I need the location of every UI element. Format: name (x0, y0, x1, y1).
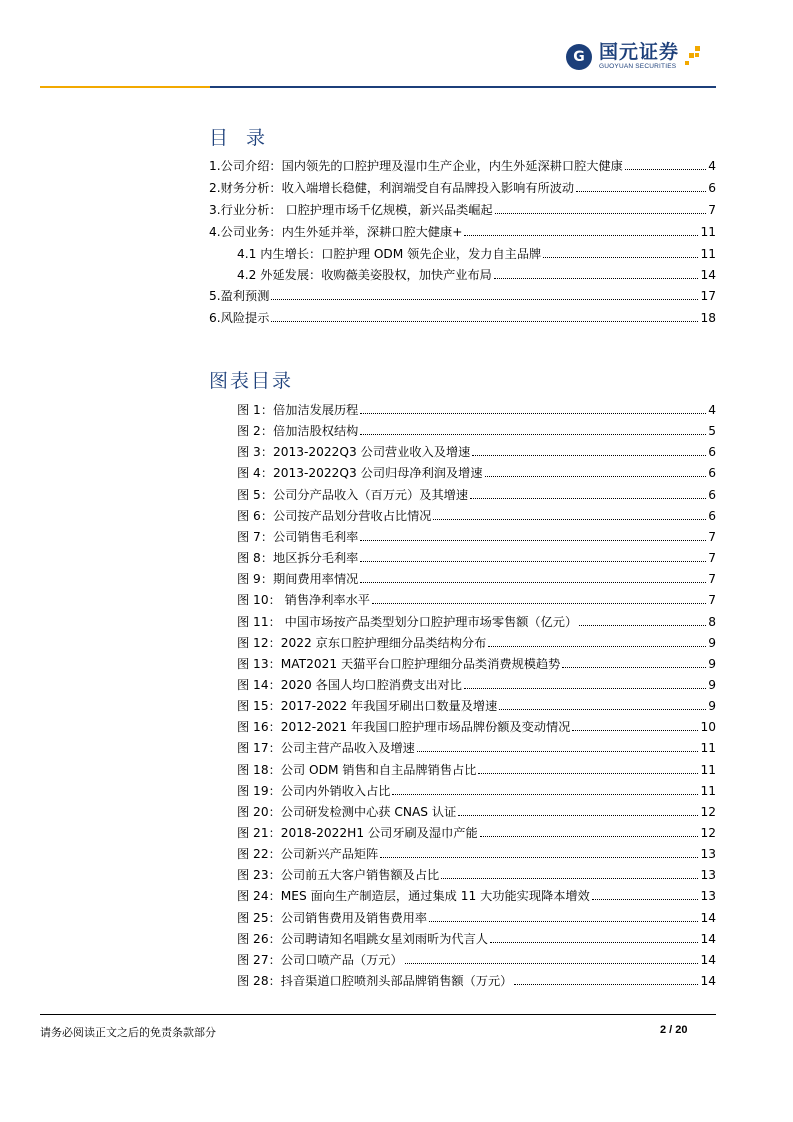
figure-leader-dots (472, 454, 706, 456)
figure-entry-page: 11 (700, 763, 716, 777)
figure-entry[interactable] (237, 846, 716, 862)
figure-entry[interactable] (237, 762, 716, 778)
figure-entry-page: 6 (708, 509, 716, 523)
figure-leader-dots (417, 750, 699, 752)
figure-entry-page: 14 (700, 974, 716, 988)
figure-entry-label: 图 5：公司分产品收入（百万元）及其增速 (237, 488, 469, 502)
toc-entry-page: 4 (708, 159, 716, 173)
figure-entry-page: 13 (700, 847, 716, 861)
figure-list-title: 图表目录 (209, 370, 294, 392)
figure-entry[interactable] (237, 487, 716, 503)
figure-entry-label: 图 23：公司前五大客户销售额及占比 (237, 868, 440, 882)
figure-entry-label: 图 8：地区拆分毛利率 (237, 551, 359, 565)
figure-entry-page: 13 (700, 889, 716, 903)
logo-name: 国元证券 (599, 41, 680, 63)
toc-entry-label: 4.公司业务：内生外延并举，深耕口腔大健康+ (209, 225, 463, 239)
figure-leader-dots (478, 772, 698, 774)
figure-leader-dots (360, 539, 706, 541)
figure-entry[interactable] (237, 910, 716, 926)
figure-leader-dots (405, 962, 699, 964)
figure-leader-dots (562, 666, 706, 668)
figure-entry[interactable] (237, 804, 716, 820)
toc-leader-dots (576, 190, 706, 192)
figure-entry[interactable] (237, 550, 716, 566)
figure-leader-dots (360, 433, 706, 435)
figure-entry[interactable] (237, 592, 716, 608)
header-divider-accent (40, 86, 210, 88)
figure-entry-label: 图 6：公司按产品划分营收占比情况 (237, 509, 432, 523)
toc-leader-dots (464, 234, 698, 236)
figure-entry-page: 9 (708, 636, 716, 650)
toc-leader-dots (543, 256, 698, 258)
figure-entry-page: 7 (708, 593, 716, 607)
toc-entry-page: 7 (708, 203, 716, 217)
figure-entry-label: 图 7：公司销售毛利率 (237, 530, 359, 544)
figure-entry[interactable] (237, 825, 716, 841)
figure-entry-page: 7 (708, 572, 716, 586)
figure-leader-dots (499, 708, 706, 710)
toc-entry[interactable] (209, 202, 716, 218)
figure-entry-label: 图 22：公司新兴产品矩阵 (237, 847, 379, 861)
figure-leader-dots (372, 602, 706, 604)
figure-leader-dots (592, 898, 699, 900)
figure-entry[interactable] (237, 635, 716, 651)
figure-entry-page: 12 (700, 826, 716, 840)
toc-entry-label: 4.1 内生增长：口腔护理 ODM 领先企业，发力自主品牌 (237, 247, 542, 261)
figure-leader-dots (458, 814, 698, 816)
figure-entry-page: 14 (700, 932, 716, 946)
figure-entry[interactable] (237, 571, 716, 587)
figure-entry-page: 5 (708, 424, 716, 438)
toc-entry-page: 11 (700, 247, 716, 261)
toc-entry[interactable] (209, 180, 716, 196)
figure-entry[interactable] (237, 931, 716, 947)
figure-entry-page: 4 (708, 403, 716, 417)
figure-entry-page: 9 (708, 699, 716, 713)
figure-leader-dots (490, 941, 699, 943)
figure-entry[interactable] (237, 867, 716, 883)
figure-entry[interactable] (237, 740, 716, 756)
logo-squares-icon (685, 44, 701, 70)
figure-entry-label: 图 12：2022 京东口腔护理细分品类结构分布 (237, 636, 487, 650)
toc-entry[interactable] (209, 310, 716, 326)
toc-leader-dots (494, 277, 699, 279)
figure-entry[interactable] (237, 952, 716, 968)
figure-leader-dots (360, 560, 706, 562)
figure-entry-label: 图 19：公司内外销收入占比 (237, 784, 391, 798)
figure-entry-page: 14 (700, 953, 716, 967)
toc-entry-label: 2.财务分析：收入端增长稳健，利润端受自有品牌投入影响有所波动 (209, 181, 575, 195)
figure-entry-page: 12 (700, 805, 716, 819)
figure-entry[interactable] (237, 465, 716, 481)
figure-leader-dots (429, 920, 698, 922)
figure-entry-page: 9 (708, 678, 716, 692)
toc-leader-dots (271, 320, 698, 322)
figure-entry[interactable] (237, 719, 716, 735)
figure-leader-dots (380, 856, 698, 858)
figure-leader-dots (360, 581, 706, 583)
figure-leader-dots (488, 645, 706, 647)
figure-entry-page: 6 (708, 466, 716, 480)
toc-entry-label: 6.风险提示 (209, 311, 270, 325)
figure-entry[interactable] (237, 444, 716, 460)
figure-entry-label: 图 14：2020 各国人均口腔消费支出对比 (237, 678, 462, 692)
toc-entry-label: 1.公司介绍：国内领先的口腔护理及湿巾生产企业，内生外延深耕口腔大健康 (209, 159, 623, 173)
figure-entry-label: 图 26：公司聘请知名唱跳女星刘雨昕为代言人 (237, 932, 488, 946)
figure-entry-page: 13 (700, 868, 716, 882)
toc-entry-page: 17 (700, 289, 716, 303)
figure-entry-label: 图 10： 销售净利率水平 (237, 593, 370, 607)
toc-leader-dots (625, 168, 706, 170)
figure-entry[interactable] (237, 656, 716, 672)
figure-entry[interactable] (237, 783, 716, 799)
figure-leader-dots (464, 687, 706, 689)
figure-entry-label: 图 28：抖音渠道口腔喷剂头部品牌销售额（万元） (237, 974, 513, 988)
figure-entry-label: 图 13：MAT2021 天猫平台口腔护理细分品类消费规模趋势 (237, 657, 561, 671)
footer-divider (40, 1014, 716, 1015)
figure-leader-dots (572, 729, 698, 731)
figure-entry-page: 14 (700, 911, 716, 925)
figure-entry-label: 图 3：2013-2022Q3 公司营业收入及增速 (237, 445, 471, 459)
figure-entry[interactable] (237, 973, 716, 989)
figure-leader-dots (485, 475, 707, 477)
page-indicator: 2 / 20 (660, 1024, 688, 1036)
toc-entry-label: 4.2 外延发展：收购薇美姿股权，加快产业布局 (237, 268, 492, 282)
toc-leader-dots (271, 298, 698, 300)
toc-title: 目 录 (209, 127, 272, 149)
figure-entry-page: 7 (708, 530, 716, 544)
toc-entry-label: 5.盈利预测 (209, 289, 270, 303)
figure-entry-label: 图 16：2012-2021 年我国口腔护理市场品牌份额及变动情况 (237, 720, 571, 734)
toc-leader-dots (495, 212, 707, 214)
figure-entry-page: 11 (700, 741, 716, 755)
toc-entry[interactable] (209, 158, 716, 174)
figure-entry[interactable] (237, 888, 716, 904)
figure-leader-dots (441, 877, 698, 879)
disclaimer-note: 请务必阅读正文之后的免责条款部分 (40, 1026, 216, 1039)
figure-entry-page: 6 (708, 488, 716, 502)
figure-entry-label: 图 2：倍加洁股权结构 (237, 424, 359, 438)
toc-entry-label: 3.行业分析： 口腔护理市场千亿规模，新兴品类崛起 (209, 203, 493, 217)
toc-entry[interactable] (209, 224, 716, 240)
figure-entry-page: 8 (708, 615, 716, 629)
figure-entry-page: 6 (708, 445, 716, 459)
figure-entry[interactable] (237, 677, 716, 693)
figure-entry-label: 图 9：期间费用率情况 (237, 572, 359, 586)
figure-leader-dots (470, 497, 706, 499)
figure-entry-page: 9 (708, 657, 716, 671)
toc-entry-page: 18 (700, 311, 716, 325)
figure-entry-label: 图 4：2013-2022Q3 公司归母净利润及增速 (237, 466, 483, 480)
figure-leader-dots (579, 624, 706, 626)
figure-leader-dots (360, 412, 706, 414)
figure-entry-page: 7 (708, 551, 716, 565)
toc-entry-page: 6 (708, 181, 716, 195)
figure-leader-dots (433, 518, 706, 520)
figure-entry-label: 图 20：公司研发检测中心获 CNAS 认证 (237, 805, 457, 819)
figure-entry[interactable] (237, 508, 716, 524)
figure-entry-page: 10 (700, 720, 716, 734)
toc-entry[interactable] (237, 267, 716, 283)
toc-entry-page: 11 (700, 225, 716, 239)
figure-entry-label: 图 24：MES 面向生产制造层，通过集成 11 大功能实现降本增效 (237, 889, 590, 903)
figure-entry-label: 图 18：公司 ODM 销售和自主品牌销售占比 (237, 763, 477, 777)
logo-mark-icon: G (566, 44, 592, 70)
figure-leader-dots (480, 835, 699, 837)
company-logo (566, 42, 726, 82)
toc-entry[interactable] (209, 288, 716, 304)
figure-entry-label: 图 27：公司口喷产品（万元） (237, 953, 403, 967)
toc-entry[interactable] (237, 246, 716, 262)
figure-entry[interactable] (237, 614, 716, 630)
figure-leader-dots (392, 793, 698, 795)
figure-entry[interactable] (237, 529, 716, 545)
figure-entry[interactable] (237, 402, 716, 418)
figure-entry-label: 图 11： 中国市场按产品类型划分口腔护理市场零售额（亿元） (237, 615, 578, 629)
figure-entry[interactable] (237, 698, 716, 714)
figure-entry-page: 11 (700, 784, 716, 798)
figure-entry-label: 图 17：公司主营产品收入及增速 (237, 741, 415, 755)
figure-entry-label: 图 1：倍加洁发展历程 (237, 403, 359, 417)
toc-entry-page: 14 (700, 268, 716, 282)
figure-entry-label: 图 25：公司销售费用及销售费用率 (237, 911, 428, 925)
logo-subtitle: GUOYUAN SECURITIES (599, 63, 677, 70)
figure-leader-dots (514, 983, 698, 985)
figure-entry-label: 图 21：2018-2022H1 公司牙刷及湿巾产能 (237, 826, 478, 840)
figure-entry-label: 图 15：2017-2022 年我国牙刷出口数量及增速 (237, 699, 498, 713)
figure-entry[interactable] (237, 423, 716, 439)
